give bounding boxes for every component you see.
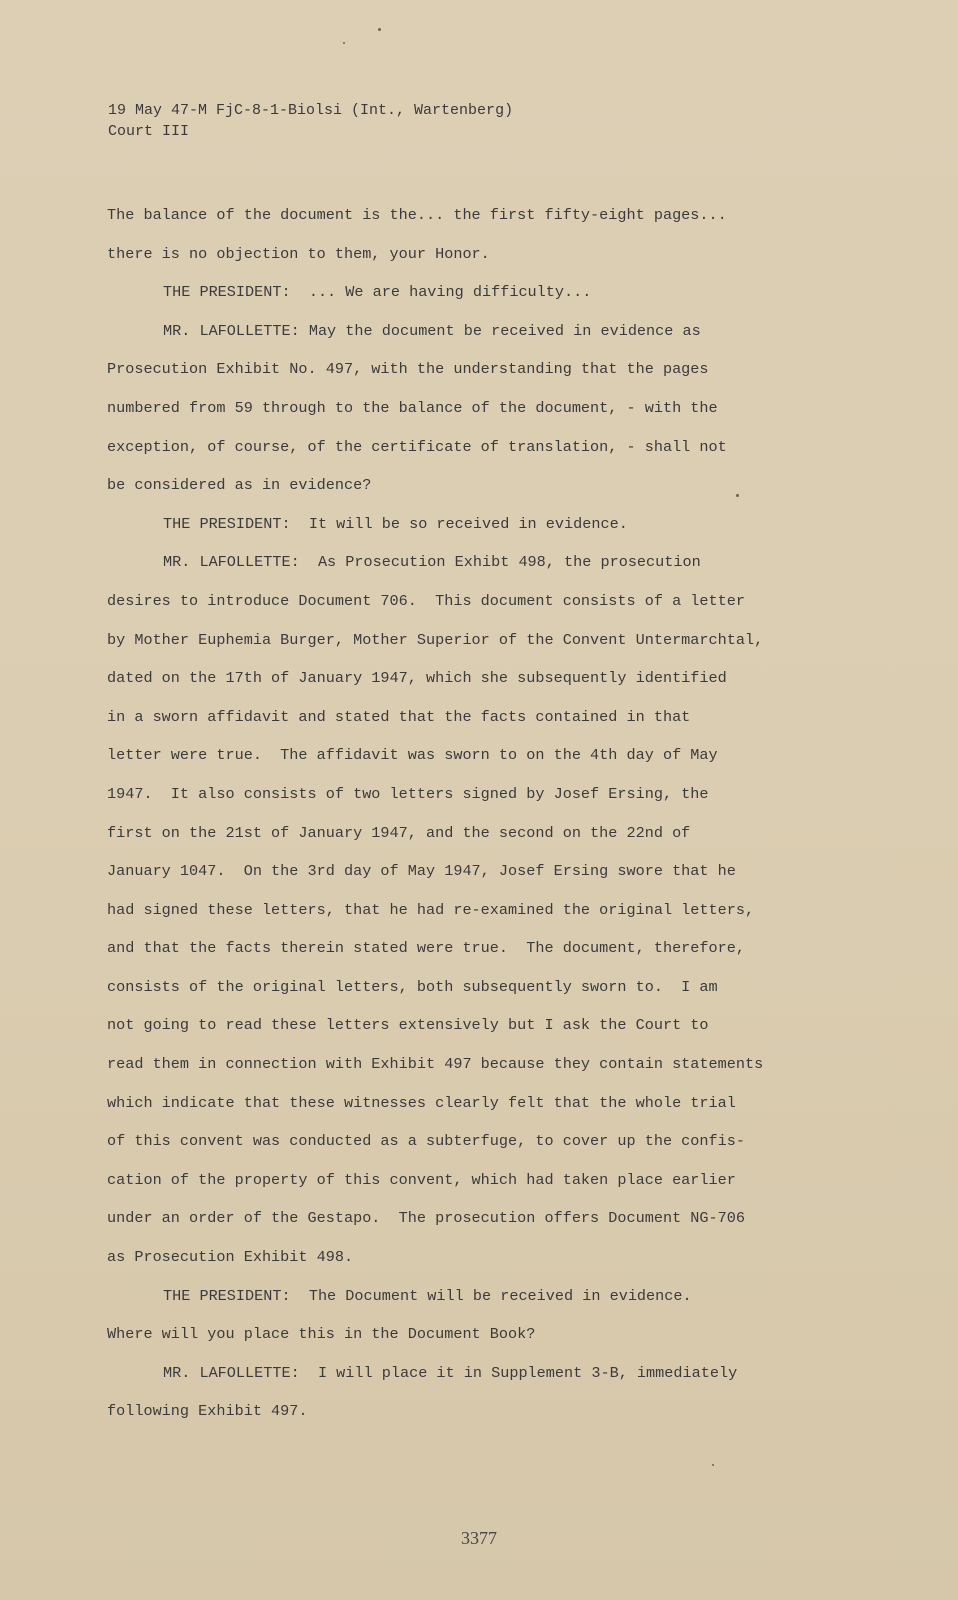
transcript-line: dated on the 17th of January 1947, which she subsequently identified [107,669,727,688]
transcript-line: as Prosecution Exhibit 498. [107,1248,354,1267]
transcript-line: consists of the original letters, both subsequently sworn to. I am [107,977,718,996]
paper-speck [736,494,739,497]
transcript-line: there is no objection to them, your Honor. [107,244,490,263]
transcript-line: desires to introduce Document 706. This document consists of a letter [107,591,745,610]
transcript-line: Where will you place this in the Document Book? [107,1325,536,1344]
transcript-line: THE PRESIDENT: ... We are having difficulty... [163,283,592,302]
transcript-line: by Mother Euphemia Burger, Mother Superior of the Convent Untermarchtal, [107,630,764,649]
document-header [108,100,513,142]
transcript-line: read them in connection with Exhibit 497 because they contain statements [107,1055,764,1074]
transcript-line: following Exhibit 497. [107,1402,308,1421]
transcript-line: The balance of the document is the... the first fifty-eight pages... [107,206,727,224]
paper-speck [343,42,345,44]
transcript-line: numbered from 59 through to the balance of the document, - with the [107,398,718,417]
transcript-line: THE PRESIDENT: It will be so received in evidence. [163,514,628,533]
header-court-line: Court III [108,123,190,140]
transcript-line: MR. LAFOLLETTE: I will place it in Supplement 3-B, immediately [163,1363,738,1382]
header-reference-line: 19 May 47-M FjC-8-1-Biolsi (Int., Wartenberg) [108,102,514,119]
transcript-line: letter were true. The affidavit was sworn to on the 4th day of May [107,746,718,765]
transcript-body [107,196,907,1431]
transcript-line: had signed these letters, that he had re-examined the original letters, [107,900,755,919]
transcript-line: January 1047. On the 3rd day of May 1947, Josef Ersing swore that he [107,862,736,881]
transcript-line: not going to read these letters extensively but I ask the Court to [107,1016,709,1035]
transcript-line: and that the facts therein stated were true. The document, therefore, [107,939,745,958]
transcript-line: 1947. It also consists of two letters signed by Josef Ersing, the [107,784,709,803]
transcript-line: which indicate that these witnesses clearly felt that the whole trial [107,1093,736,1112]
transcript-line: of this convent was conducted as a subterfuge, to cover up the confis- [107,1132,745,1151]
paper-speck [712,1464,714,1466]
transcript-line: in a sworn affidavit and stated that the facts contained in that [107,707,691,726]
transcript-line: be considered as in evidence? [107,476,372,495]
transcript-line: THE PRESIDENT: The Document will be received in evidence. [163,1286,692,1305]
page-number: 3377 [461,1528,497,1548]
transcript-line: under an order of the Gestapo. The prosecution offers Document NG-706 [107,1209,745,1228]
transcript-line: MR. LAFOLLETTE: As Prosecution Exhibt 498, the prosecution [163,553,701,572]
transcript-line: cation of the property of this convent, which had taken place earlier [107,1170,736,1189]
transcript-line: first on the 21st of January 1947, and the second on the 22nd of [107,823,691,842]
transcript-line: exception, of course, of the certificate of translation, - shall not [107,437,727,456]
transcript-line: MR. LAFOLLETTE: May the document be received in evidence as [163,321,701,340]
paper-speck [378,28,381,31]
transcript-line: Prosecution Exhibit No. 497, with the understanding that the pages [107,360,709,379]
